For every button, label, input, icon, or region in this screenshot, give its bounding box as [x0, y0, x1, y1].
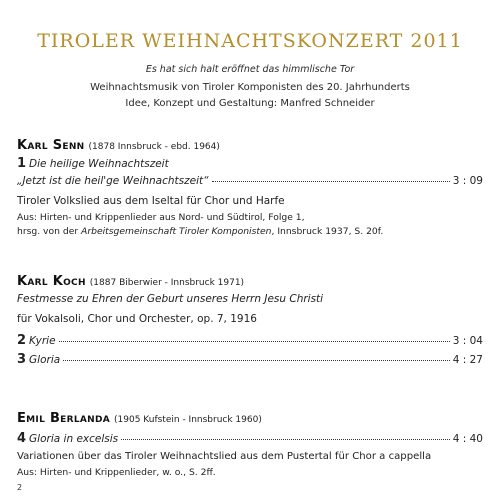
composer-heading-koch — [17, 270, 244, 289]
track-name: Kyrie — [29, 335, 56, 347]
track-row-1 — [17, 175, 483, 187]
track-name: Gloria — [29, 354, 61, 366]
work-description: für Vokalsoli, Chor und Orchester, op. 7, 1916 — [17, 313, 257, 325]
intro-line-2: Idee, Konzept und Gestaltung: Manfred Schneider — [125, 98, 375, 109]
track-number: 2 — [17, 333, 27, 348]
source-line-1: Aus: Hirten- und Krippenlieder aus Nord- und Südtirol, Folge 1, — [17, 212, 305, 223]
composer-dates: (1878 Innsbruck - ebd. 1964) — [88, 142, 220, 152]
composer-heading-senn — [17, 134, 220, 153]
work-description: Tiroler Volkslied aus dem Iseltal für Chor und Harfe — [17, 195, 285, 207]
track-row-4 — [17, 431, 483, 446]
work-heading-1 — [17, 156, 483, 171]
track-number: 1 — [17, 156, 27, 171]
source-publisher: Arbeitsgemeinschaft Tiroler Komponisten — [81, 226, 272, 237]
composer-name: Emil Berlanda — [17, 411, 111, 426]
composer-dates: (1905 Kufstein - Innsbruck 1960) — [114, 415, 262, 425]
track-number: 3 — [17, 352, 27, 367]
dot-leader — [59, 340, 450, 342]
track-duration: 4 : 27 — [452, 354, 483, 366]
page-title: TIROLER WEIHNACHTSKONZERT 2011 — [37, 30, 463, 52]
composer-heading-berlanda — [17, 407, 262, 426]
track-row-2 — [17, 333, 483, 348]
track-duration: 3 : 09 — [452, 175, 483, 187]
source-prefix: hrsg. von der — [17, 226, 82, 237]
page-number: 2 — [17, 483, 23, 492]
track-row-3 — [17, 352, 483, 367]
work-description: Variationen über das Tiroler Weihnachtslied aus dem Pustertal für Chor a cappella — [17, 451, 432, 462]
work-title: Die heilige Weihnachtszeit — [29, 158, 169, 170]
dot-leader — [212, 180, 450, 182]
source-line-2 — [17, 226, 483, 237]
subtitle: Es hat sich halt eröffnet das himmlische Tor — [145, 64, 355, 75]
track-title: „Jetzt ist die heil'ge Weihnachtszeit“ — [17, 175, 209, 187]
source-line: Aus: Hirten- und Krippenlieder, w. o., S. 2ff. — [17, 467, 216, 478]
dot-leader — [121, 438, 450, 440]
intro-line-1: Weihnachtsmusik von Tiroler Komponisten des 20. Jahrhunderts — [90, 82, 410, 93]
composer-name: Karl Koch — [17, 274, 86, 289]
track-duration: 4 : 40 — [452, 433, 483, 445]
track-name: Gloria in excelsis — [29, 433, 119, 445]
composer-name: Karl Senn — [17, 138, 85, 153]
composer-dates: (1887 Biberwier - Innsbruck 1971) — [89, 278, 245, 288]
track-title — [17, 352, 60, 367]
track-title — [17, 333, 56, 348]
dot-leader — [63, 359, 450, 361]
track-duration: 3 : 04 — [452, 335, 483, 347]
track-title — [17, 431, 118, 446]
work-title: Festmesse zu Ehren der Geburt unseres Herrn Jesu Christi — [17, 293, 324, 305]
source-suffix: , Innsbruck 1937, S. 20f. — [271, 226, 384, 237]
track-number: 4 — [17, 431, 27, 446]
